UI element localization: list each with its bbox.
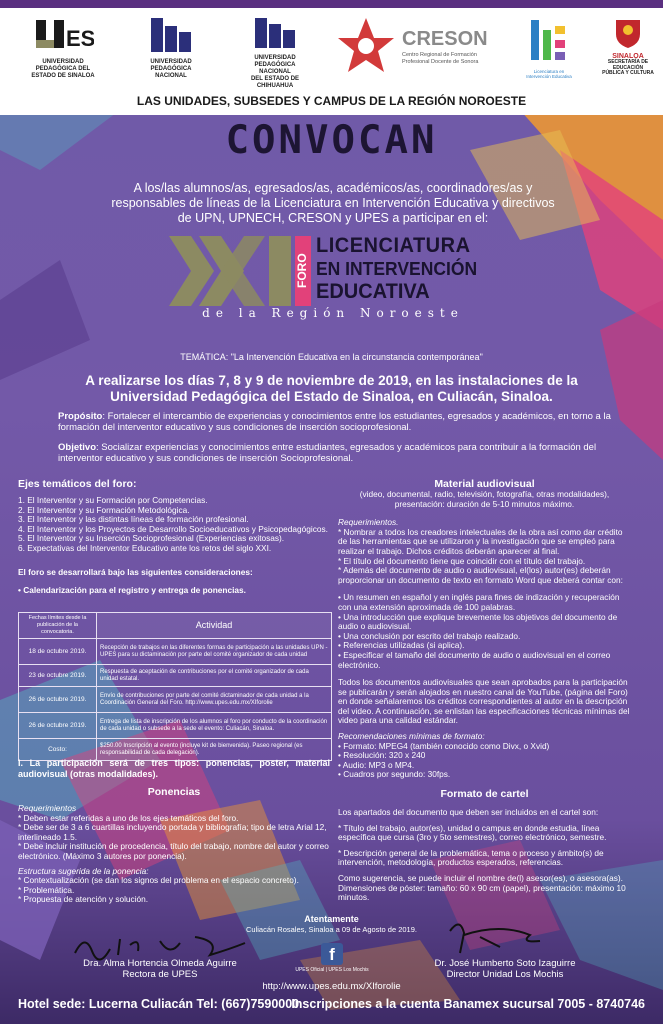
foro-line3: EDUCATIVA	[316, 280, 430, 304]
lie-logo-line2: Intervención Educativa	[526, 74, 572, 79]
estructura-item: * Contextualización (se dan los signos del problema en el espacio concreto).	[18, 875, 299, 886]
upnech-logo-line2: PEDAGÓGICA	[254, 62, 296, 68]
lugar-fecha: Culiacán Rosales, Sinaloa a 09 de Agosto de 2019.	[246, 925, 417, 934]
facebook-caption: UPES Oficial | UPES Los Mochis	[295, 967, 369, 973]
eje-item: 4. El Interventor y los Proyectos de Desarrollo Socioeducativos y Psicopedagógicos.	[18, 523, 328, 534]
signature-1-icon	[70, 931, 250, 961]
table-cell-actividad: $250.00 Inscripción al evento (incluye kit de bienvenida). Paseo regional (es responsabilidad de cada delegación).	[97, 739, 332, 761]
ponencias-title: Ponencias	[147, 786, 201, 798]
ups-logo-icon	[32, 16, 94, 56]
audiovisual-bullet: • Referencias utilizadas (si aplica).	[338, 640, 465, 651]
audiovisual-req-item: * El título del documento tiene que coincidir con el título del trabajo.	[338, 555, 586, 566]
formato-item: • Resolución: 320 x 240	[338, 750, 426, 761]
table-cell-fecha: 26 de octubre 2019.	[19, 687, 97, 713]
firma1-role: Rectora de UPES	[122, 969, 198, 980]
table-row	[19, 639, 332, 665]
upnech-logo-icon	[249, 16, 301, 52]
left-column	[18, 478, 328, 596]
audiovisual-req-item: * Nombrar a todos los creadores intelectuales de la obra así como dar crédito de las herramientas que se utilizaron y la investigación que se empleó para realizar el trabajo. Dichos créditos deberán aparecer al final.	[338, 526, 623, 556]
svg-text:ES: ES	[66, 26, 94, 51]
cartel-title: Formato de cartel	[440, 788, 529, 801]
proposito-text: : Fortalecer el intercambio de experiencias y conocimientos entre los estudiantes, egresados y académicos, en torno a la formación del interventor educativo y sus condiciones de inserción socioprofesional.	[58, 411, 611, 433]
firma2-name: Dr. José Humberto Soto Izaguirre	[434, 958, 576, 969]
foro-title-block	[316, 234, 506, 303]
foro-subtitle: de la Región Noroeste	[202, 306, 464, 320]
right-column	[338, 478, 631, 903]
estructura-item: * Propuesta de atención y solución.	[18, 894, 149, 905]
objetivo-label: Objetivo	[58, 442, 97, 453]
audiovisual-bullet: • Un resumen en español y en inglés para fines de indización y recuperación con una extensión aproximada de 100 palabras.	[338, 592, 620, 612]
ejes-list	[18, 496, 328, 554]
participacion: I. La participación será de tres tipos: ponencias, poster, material audiovisual (otras modalidades).	[18, 758, 330, 779]
signatures	[0, 905, 663, 992]
table-head-right: Actividad	[97, 613, 332, 639]
sinaloa-line3: PÚBLICA Y CULTURA	[602, 70, 654, 76]
table-row	[19, 713, 332, 739]
upn-logo-line3: NACIONAL	[155, 73, 187, 79]
header-title: LAS UNIDADES, SUBSEDES Y CAMPUS DE LA REGIÓN NOROESTE	[136, 94, 527, 108]
upnech-logo-line4: DEL ESTADO DE CHIHUAHUA	[250, 76, 300, 89]
lie-logo	[520, 16, 578, 79]
calendarizacion: • Calendarización para el registro y entrega de ponencias.	[18, 585, 246, 596]
table-cell-actividad: Respuesta de aceptación de contribuciones por el comité organizador de cada unidad estatal.	[97, 665, 332, 687]
ponencia-req-item: * Debe ser de 3 a 6 cuartillas incluyendo portada y bibliografía; tipo de letra Arial 12, interlineado 1.5.	[18, 822, 327, 842]
upn-logo	[130, 16, 212, 80]
objetivo	[58, 442, 613, 464]
sinaloa-sepyc-logo	[597, 16, 659, 77]
formato-item: • Formato: MPEG4 (también conocido como Divx, o Xvid)	[338, 740, 550, 751]
sinaloa-line1: SECRETARÍA DE	[607, 59, 649, 65]
upn-logo-line2: PEDAGÓGICA	[150, 66, 192, 72]
cartel-item: * Título del trabajo, autor(es), unidad o campus en donde estudia, línea específica que cursa (3ro y 5to semestres), correo electrónico, semestre.	[338, 822, 607, 843]
ups-logo-line1: UNIVERSIDAD	[42, 59, 84, 65]
ups-logo-line2: PEDAGÓGICA DEL	[35, 66, 91, 72]
table-cell-actividad: Entrega de lista de inscripción de los alumnos al foro por conducto de la coordinación de cada unidad o subsede a la sede el evento: Culiacán, Sinaloa.	[97, 713, 332, 739]
foro-word: FORO	[295, 253, 309, 289]
table-cell-fecha: 18 de octubre 2019.	[19, 639, 97, 665]
ponencia-req-item: * Deben estar referidas a uno de los ejes temáticos del foro.	[18, 812, 239, 823]
upnech-logo	[232, 16, 318, 90]
cartel-sugerencia: Como sugerencia, se puede incluir el nombre de(l) asesor(es), o asesora(as). Dimensiones de póster: tamaño: 60 x 90 cm (papel), presentación: máximo 10 minutos.	[338, 873, 626, 903]
footer-cuenta: Inscripciones a la cuenta Banamex sucursal 7005 - 8740746	[291, 997, 645, 1011]
audiovisual-bullet: • Una introducción que explique brevemente los objetivos del documento de audio o audiovisual.	[338, 611, 618, 632]
table-cell-fecha: Costo:	[19, 739, 97, 761]
cartel-intro: Los apartados del documento que deben ser incluidos en el cartel son:	[338, 807, 599, 818]
creson-line2: Profesional Docente de Sonora	[402, 59, 479, 65]
intro-text: A los/las alumnos/as, egresados/as, académicos/as, coordinadores/as y responsables de líneas de la Licenciatura en Intervención Educativa y directivos de UPN, UPNECH, CRESON y UPES a participar en el:	[111, 181, 555, 225]
firma1	[60, 958, 260, 980]
table-row	[19, 687, 332, 713]
table-header-row	[19, 613, 332, 639]
audiovisual-sub: (video, documental, radio, televisión, fotografía, otras modalidades), presentación: duración de 5-10 minutos máximo.	[359, 489, 610, 509]
creson-line1: Centro Regional de Formación	[402, 52, 477, 58]
formato-item: • Audio: MP3 o MP4.	[338, 759, 415, 770]
top-strip	[0, 0, 663, 8]
audiovisual-req-label: Requerimientos.	[338, 517, 399, 528]
table-row	[19, 665, 332, 687]
eje-item: 6. Expectativas del Interventor Educativo ante los retos del siglo XXI.	[18, 542, 272, 553]
audiovisual-bullet: • Una conclusión por escrito del trabajo realizado.	[338, 630, 521, 641]
atentamente: Atentamente	[304, 914, 359, 924]
audiovisual-req-item: * Además del documento de audio o audiovisual, el(los) autor(es) deberán proporcionar un documento de texto en formato Word que deberá contar con:	[338, 565, 623, 585]
consideraciones: El foro se desarrollará bajo las siguientes consideraciones:	[18, 566, 253, 577]
proposito-label: Propósito	[58, 411, 103, 422]
creson-title: CRESON	[402, 28, 488, 50]
sinaloa-line2: EDUCACIÓN	[612, 64, 644, 71]
objetivo-text: : Socializar experiencias y conocimientos entre estudiantes, egresados y académicos para contribuir a la formación del interventor educativo y sus condiciones de inserción Socioprofesional.	[58, 442, 597, 464]
eje-item: 1. El Interventor y su Formación por Competencias.	[18, 495, 208, 505]
ponencias-section	[18, 786, 330, 905]
audiovisual-youtube: Todos los documentos audiovisuales que sean aprobados para la participación se publicarán y serán alojados en nuestro canal de YouTube, (página del Foro) en donde señalaremos los créditos correspondientes al autor en la descripción del video. A continuación, se enlistan las especificaciones técnicas mínimas del video para una calidad estándar.	[338, 677, 630, 726]
sinaloa-title: SINALOA	[612, 53, 644, 60]
table-head-left: Fechas límites desde la publicación de la convocatoria.	[19, 613, 97, 639]
firma1-name: Dra. Alma Hortencia Olmeda Aguirre	[83, 958, 237, 969]
table-cell-fecha: 26 de octubre 2019.	[19, 713, 97, 739]
footer-hotel: Hotel sede: Lucerna Culiacán Tel: (667)7590000	[18, 997, 300, 1011]
facebook-icon[interactable]: f	[321, 943, 343, 965]
audiovisual-title: Material audiovisual	[434, 478, 535, 490]
ponencias-estructura-label: Estructura sugerida de la ponencia:	[18, 865, 149, 876]
event-url[interactable]: http://www.upes.edu.mx/XIforolie	[262, 981, 401, 992]
ponencias-req-label: Requerimientos	[18, 803, 77, 813]
ejes-title: Ejes temáticos del foro:	[18, 478, 137, 490]
foro-line2: EN INTERVENCIÓN	[316, 258, 478, 280]
eje-item: 3. El Interventor y las distintas líneas de formación profesional.	[18, 514, 249, 525]
ups-logo	[28, 16, 98, 80]
table-cell-actividad: Envío de contribuciones por parte del comité dictaminador de cada unidad a la Coordinación General del Foro. http://www.upes.edu.mx/XIforolie	[97, 687, 332, 713]
footer	[0, 993, 663, 1024]
estructura-item: * Problemática.	[18, 884, 75, 895]
upn-logo-line1: UNIVERSIDAD	[150, 59, 192, 65]
foro-line1: LICENCIATURA	[316, 234, 471, 258]
cartel-item: * Descripción general de la problemática, tema o proceso y ámbito(s) de intervención, metodología, productos esperados, referencias.	[338, 847, 604, 868]
upnech-logo-line1: UNIVERSIDAD	[254, 55, 296, 61]
convocan-title: CONVOCAN	[225, 118, 438, 163]
ponencia-req-item: * Debe incluir institución de procedencia, título del trabajo, nombre del autor y correo electrónico. (Máximo 3 autores por ponencia).	[18, 841, 329, 861]
upn-logo-icon	[145, 16, 197, 56]
table-cell-fecha: 23 de octubre 2019.	[19, 665, 97, 687]
lie-logo-line1: Licenciatura en	[533, 69, 565, 74]
tematica: TEMÁTICA: "La Intervención Educativa en la circunstancia contemporánea"	[180, 352, 483, 362]
formato-item: • Cuadros por segundo: 30fps.	[338, 769, 451, 780]
creson-star-icon	[336, 16, 396, 76]
event-dates: A realizarse los días 7, 8 y 9 de noviembre de 2019, en las instalaciones de la Universidad Pedagógica del Estado de Sinaloa, en Culiacán, Sinaloa.	[85, 373, 578, 404]
eje-item: 5. El Interventor y su Inserción Socioprofesional (Experiencias exitosas).	[18, 533, 285, 544]
table-cell-actividad: Recepción de trabajos en las diferentes formas de participación a las unidades UPN - UPES para su dictaminación por parte del comité organizador de cada unidad	[97, 639, 332, 665]
firma2-role: Director Unidad Los Mochis	[446, 969, 564, 980]
header	[0, 8, 663, 115]
formato-label: Recomendaciones mínimas de formato:	[338, 731, 485, 742]
upnech-logo-line3: NACIONAL	[259, 69, 291, 75]
ups-logo-line3: ESTADO DE SINALOA	[31, 73, 95, 79]
audiovisual-bullet: • Especificar el tamaño del documento de audio o audiovisual en el correo electrónico.	[338, 649, 611, 670]
signature-2-icon	[440, 913, 550, 957]
proposito	[58, 411, 613, 433]
lie-logo-icon	[527, 16, 571, 66]
sinaloa-shield-icon	[613, 16, 643, 50]
calendar-table	[18, 612, 332, 761]
eje-item: 2. El Interventor y su Formación Metodológica.	[18, 504, 190, 515]
